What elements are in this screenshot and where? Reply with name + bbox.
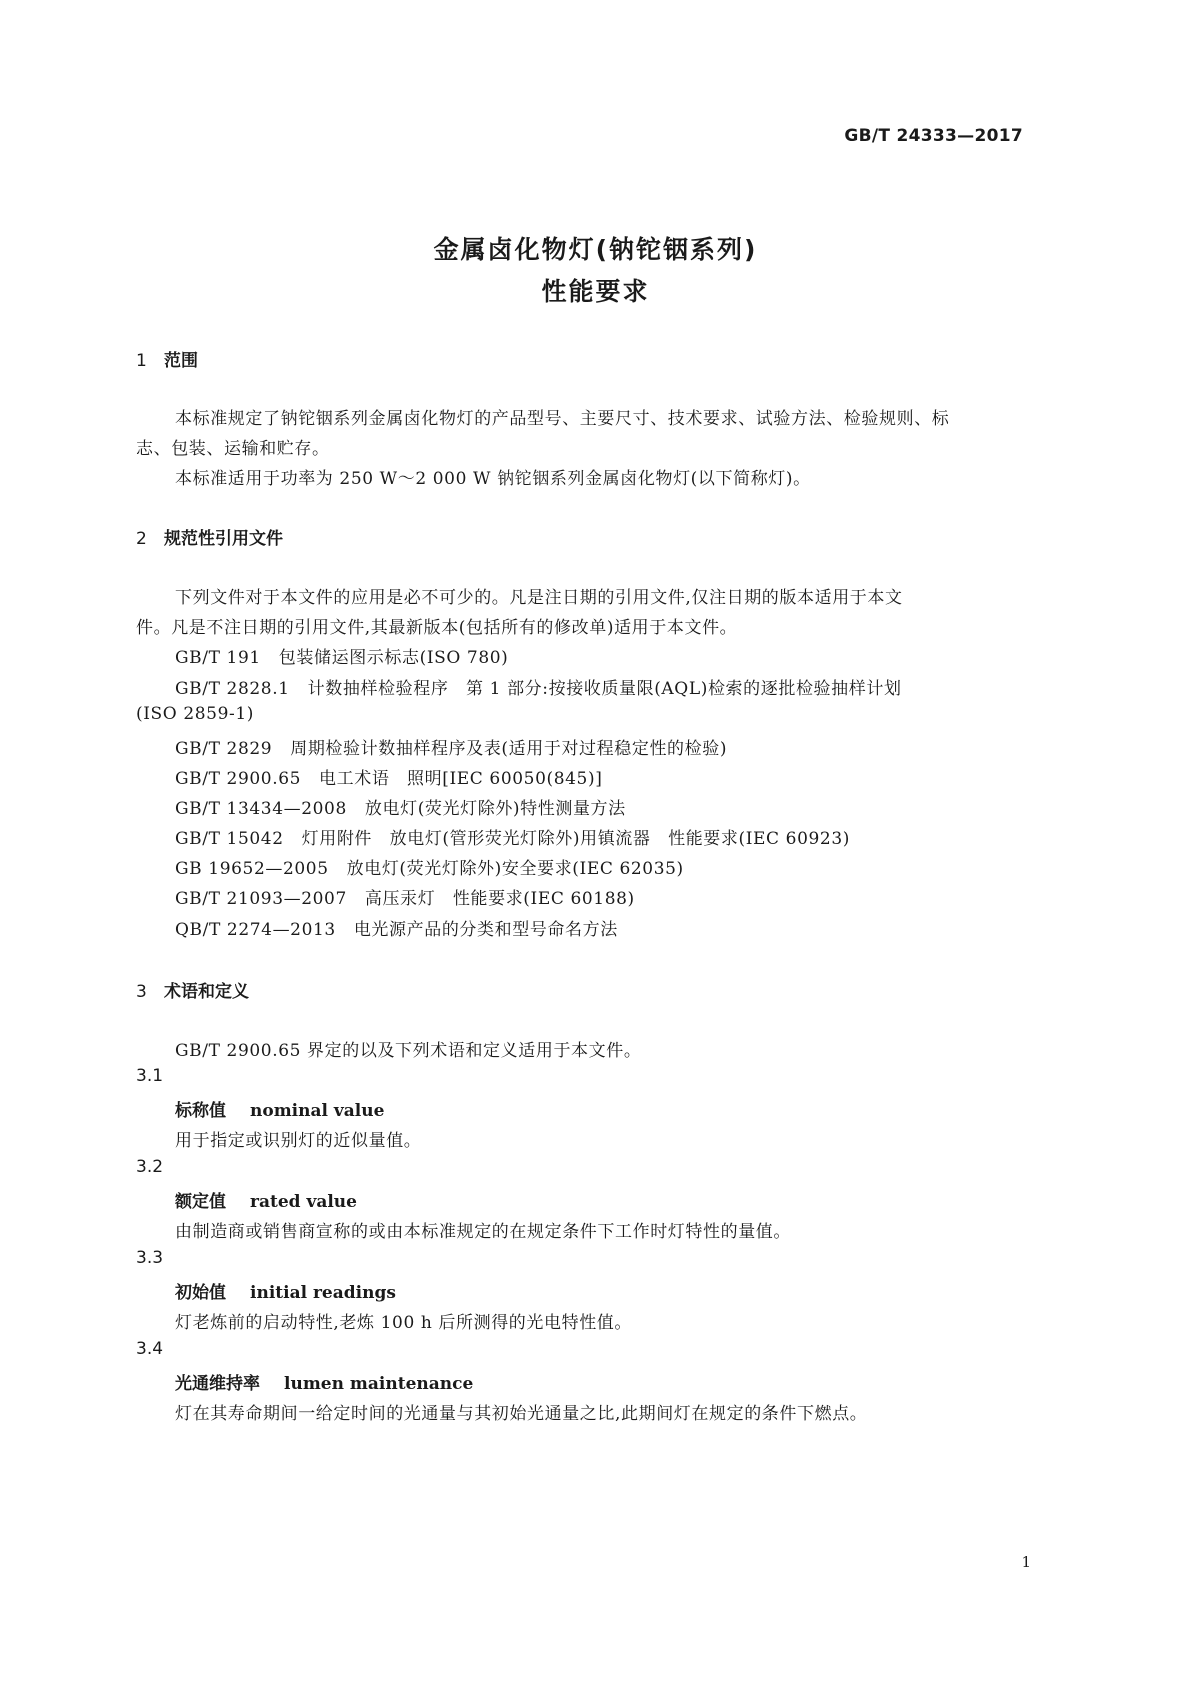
reference-title: (ISO 2859-1) <box>136 704 254 724</box>
term-heading <box>175 1187 357 1212</box>
reference-code: GB/T 2829 <box>175 739 273 759</box>
term-zh: 初始值 <box>175 1283 226 1303</box>
reference-code: GB 19652—2005 <box>175 859 329 879</box>
document-title-line2: 性能要求 <box>541 277 650 306</box>
term-zh: 额定值 <box>175 1192 226 1212</box>
section-title: 规范性引用文件 <box>164 529 283 549</box>
term-number: 3.4 <box>136 1339 164 1359</box>
term-number: 3.1 <box>136 1066 164 1086</box>
term-definition: 灯在其寿命期间一给定时间的光通量与其初始光通量之比,此期间灯在规定的条件下燃点。 <box>175 1404 868 1424</box>
reference-title: 高压汞灯 性能要求(IEC 60188) <box>364 889 635 909</box>
section-3-heading <box>136 977 249 1002</box>
section-number: 3 <box>136 982 147 1002</box>
term-en: nominal value <box>250 1101 385 1121</box>
reference-code: QB/T 2274—2013 <box>175 920 336 940</box>
reference-title: 放电灯(荧光灯除外)安全要求(IEC 62035) <box>346 859 684 879</box>
reference-item <box>175 854 684 879</box>
term-definition: 灯老炼前的启动特性,老炼 100 h 后所测得的光电特性值。 <box>175 1313 633 1333</box>
term-definition: 用于指定或识别灯的近似量值。 <box>175 1131 422 1151</box>
section-number: 1 <box>136 351 147 371</box>
reference-item <box>175 824 850 849</box>
section-2-heading <box>136 524 283 549</box>
document-code: GB/T 24333—2017 <box>844 126 1023 146</box>
reference-code: GB/T 191 <box>175 648 261 668</box>
scope-paragraph-line2: 志、包装、运输和贮存。 <box>136 439 330 459</box>
term-en: lumen maintenance <box>284 1374 474 1394</box>
scope-applicability: 本标准适用于功率为 250 W～2 000 W 钠铊铟系列金属卤化物灯(以下简称灯)。 <box>175 469 811 489</box>
term-en: rated value <box>250 1192 357 1212</box>
reference-code: GB/T 15042 <box>175 829 284 849</box>
reference-title: 计数抽样检验程序 第 1 部分:按接收质量限(AQL)检索的逐批检验抽样计划 <box>307 679 902 699</box>
section-1-heading <box>136 346 198 371</box>
reference-code: GB/T 2828.1 <box>175 679 290 699</box>
scope-paragraph-line1: 本标准规定了钠铊铟系列金属卤化物灯的产品型号、主要尺寸、技术要求、试验方法、检验规则、标 <box>175 409 950 429</box>
term-zh: 标称值 <box>175 1101 226 1121</box>
reference-title: 周期检验计数抽样程序及表(适用于对过程稳定性的检验) <box>290 739 728 759</box>
term-heading <box>175 1369 473 1394</box>
reference-title: 灯用附件 放电灯(管形荧光灯除外)用镇流器 性能要求(IEC 60923) <box>301 829 850 849</box>
page-number: 1 <box>1021 1553 1031 1571</box>
reference-item-continuation <box>136 704 254 724</box>
reference-item <box>175 884 635 909</box>
reference-code: GB/T 2900.65 <box>175 769 302 789</box>
reference-item <box>175 915 618 940</box>
reference-code: GB/T 13434—2008 <box>175 799 347 819</box>
term-number: 3.3 <box>136 1248 164 1268</box>
section-number: 2 <box>136 529 147 549</box>
document-title-line1: 金属卤化物灯(钠铊铟系列) <box>433 235 758 264</box>
reference-item <box>175 794 626 819</box>
reference-title: 电工术语 照明[IEC 60050(845)] <box>319 769 603 789</box>
references-intro-line1: 下列文件对于本文件的应用是必不可少的。凡是注日期的引用文件,仅注日期的版本适用于本文 <box>175 588 903 608</box>
term-definition: 由制造商或销售商宣称的或由本标准规定的在规定条件下工作时灯特性的量值。 <box>175 1222 791 1242</box>
term-zh: 光通维持率 <box>175 1374 260 1394</box>
section-title: 术语和定义 <box>164 982 249 1002</box>
reference-item <box>175 734 727 759</box>
reference-title: 包装储运图示标志(ISO 780) <box>278 648 509 668</box>
reference-item <box>175 643 508 668</box>
reference-title: 电光源产品的分类和型号命名方法 <box>353 920 618 940</box>
reference-item <box>175 674 902 699</box>
term-en: initial readings <box>250 1283 396 1303</box>
reference-title: 放电灯(荧光灯除外)特性测量方法 <box>364 799 626 819</box>
term-heading <box>175 1278 396 1303</box>
reference-item <box>175 764 602 789</box>
references-intro-line2: 件。凡是不注日期的引用文件,其最新版本(包括所有的修改单)适用于本文件。 <box>136 618 738 638</box>
reference-code: GB/T 21093—2007 <box>175 889 347 909</box>
term-heading <box>175 1096 384 1121</box>
term-number: 3.2 <box>136 1157 164 1177</box>
terms-intro: GB/T 2900.65 界定的以及下列术语和定义适用于本文件。 <box>175 1041 642 1061</box>
section-title: 范围 <box>164 351 198 371</box>
